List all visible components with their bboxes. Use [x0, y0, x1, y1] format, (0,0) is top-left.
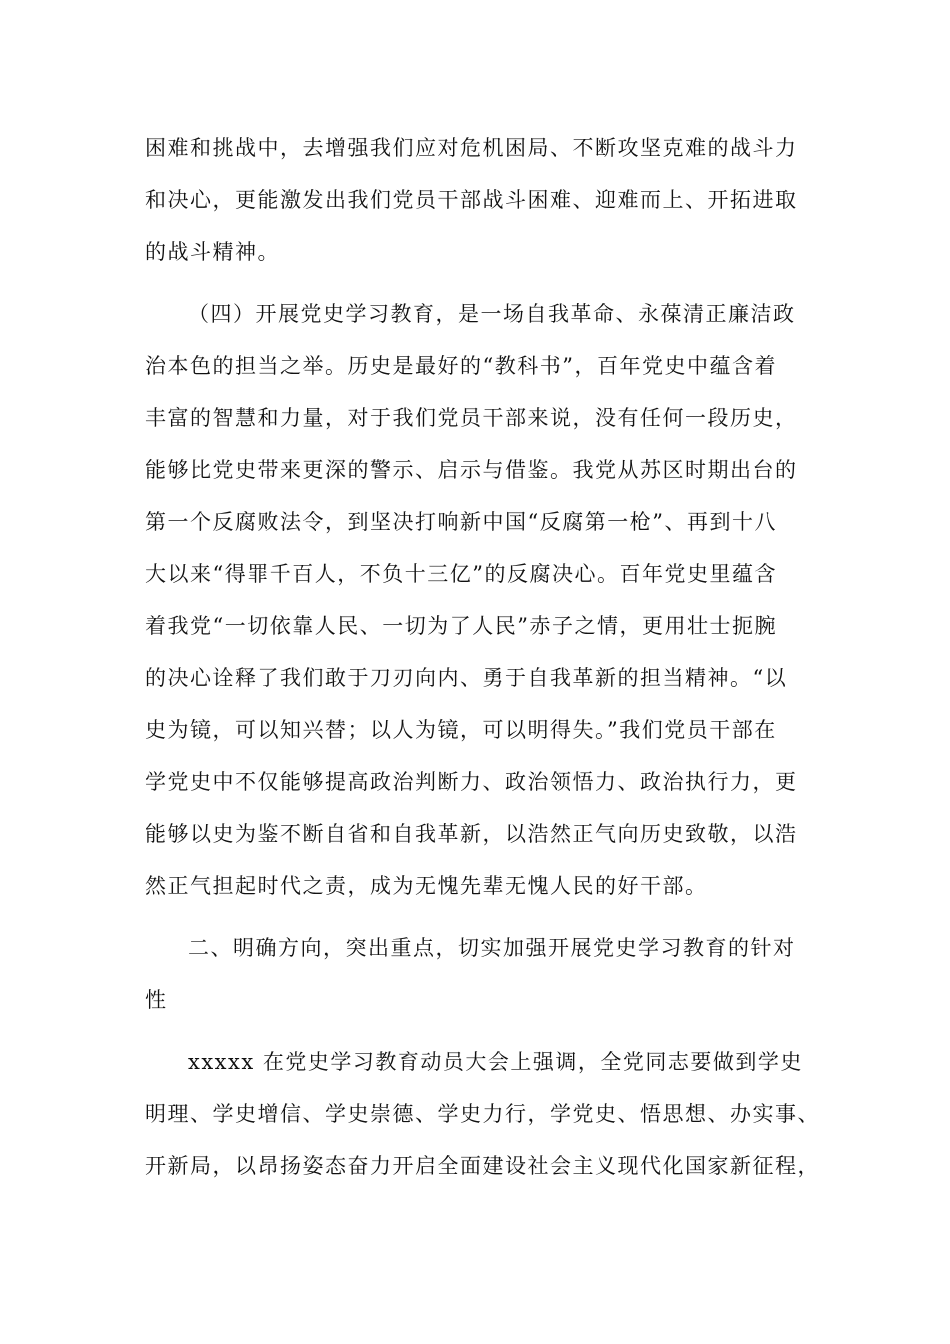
section-heading: 性: [145, 988, 168, 1012]
text-line: 的战斗精神。: [145, 240, 280, 264]
text-line: 着我党“一切依靠人民、一切为了人民”赤子之情，更用壮士扼腕: [145, 614, 777, 638]
text-line: 然正气担起时代之责，成为无愧先辈无愧人民的好干部。: [145, 874, 708, 898]
text-line: 史为镜，可以知兴替；以人为镜，可以明得失。”我们党员干部在: [145, 718, 777, 742]
text-line: 和决心，更能激发出我们党员干部战斗困难、迎难而上、开拓进取: [145, 188, 798, 212]
text-line: 开新局，以昂扬姿态奋力开启全面建设社会主义现代化国家新征程，: [145, 1154, 820, 1178]
section-heading: 二、明确方向，突出重点，切实加强开展党史学习教育的针对: [188, 936, 796, 960]
text-line: 治本色的担当之举。历史是最好的“教科书”，百年党史中蕴含着: [145, 354, 777, 378]
text-line: 学党史中不仅能够提高政治判断力、政治领悟力、政治执行力，更: [145, 770, 798, 794]
text-line: xxxxx 在党史学习教育动员大会上强调，全党同志要做到学史: [188, 1050, 803, 1074]
text-line: 第一个反腐败法令，到坚决打响新中国“反腐第一枪”、再到十八: [145, 510, 777, 534]
text-line: 明理、学史增信、学史崇德、学史力行，学党史、悟思想、办实事、: [145, 1102, 820, 1126]
text-line: 能够比党史带来更深的警示、启示与借鉴。我党从苏区时期出台的: [145, 458, 798, 482]
text-line: 困难和挑战中，去增强我们应对危机困局、不断攻坚克难的战斗力: [145, 136, 798, 160]
text-line: （四）开展党史学习教育，是一场自我革命、永葆清正廉洁政: [188, 302, 796, 326]
text-line: 大以来“得罪千百人，不负十三亿”的反腐决心。百年党史里蕴含: [145, 562, 777, 586]
text-line: 的决心诠释了我们敢于刀刃向内、勇于自我革新的担当精神。“以: [145, 666, 788, 690]
text-line: 能够以史为鉴不断自省和自我革新，以浩然正气向历史致敬，以浩: [145, 822, 798, 846]
text-line: 丰富的智慧和力量，对于我们党员干部来说，没有任何一段历史，: [145, 406, 798, 430]
